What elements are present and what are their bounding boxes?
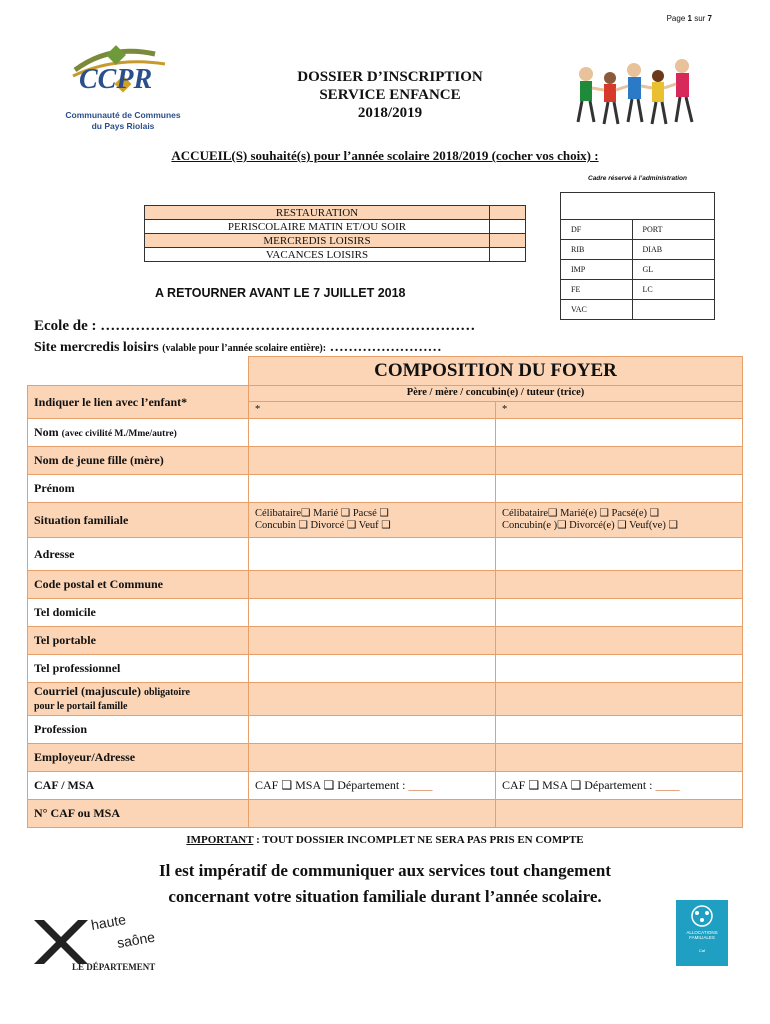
- choice-periscolaire: PERISCOLAIRE MATIN ET/OU SOIR: [145, 220, 490, 234]
- employeur-field-2[interactable]: [496, 744, 743, 772]
- num-caf-label: N° CAF ou MSA: [28, 800, 249, 828]
- situation-options-1[interactable]: Célibataire❑ Marié ❑ Pacsé ❑ Concubin ❑ Divorcé ❑ Veuf ❑: [249, 503, 496, 538]
- code-postal-field-2[interactable]: [496, 571, 743, 599]
- logo-line1: Communauté de Communes: [65, 110, 181, 120]
- accueil-choices-table: [144, 205, 526, 262]
- choice-checkbox[interactable]: [490, 234, 526, 248]
- employeur-field-1[interactable]: [249, 744, 496, 772]
- logo-name: CCPR: [79, 64, 153, 95]
- important-notice: IMPORTANT : TOUT DOSSIER INCOMPLET NE SERA PAS PRIS EN COMPTE: [186, 834, 584, 846]
- caf-options-1[interactable]: CAF ❑ MSA ❑ Département : ____: [249, 772, 496, 800]
- page-number: Page 1 sur 7: [666, 14, 712, 23]
- situation-label: Situation familiale: [28, 503, 249, 538]
- admin-table: DF PORT RIB DIAB IMP GL FE LC VAC: [560, 192, 715, 320]
- num-caf-field-1[interactable]: [249, 800, 496, 828]
- lien-field-2[interactable]: *: [496, 401, 743, 418]
- code-postal-label: Code postal et Commune: [28, 571, 249, 599]
- hs-line1: haute: [89, 911, 128, 933]
- tel-portable-label: Tel portable: [28, 627, 249, 655]
- adresse-field-1[interactable]: [249, 538, 496, 571]
- tel-portable-field-2[interactable]: [496, 627, 743, 655]
- caf-options-2[interactable]: CAF ❑ MSA ❑ Département : ____: [496, 772, 743, 800]
- imperatif-notice: Il est impératif de communiquer aux services tout changement concernant votre situation familiale durant l’année scolaire.: [158, 861, 612, 906]
- adresse-field-2[interactable]: [496, 538, 743, 571]
- choice-vacances: VACANCES LOISIRS: [145, 248, 490, 262]
- profession-field-1[interactable]: [249, 716, 496, 744]
- logo-line2: du Pays Riolais: [91, 121, 155, 131]
- document-title: DOSSIER D’INSCRIPTION SERVICE ENFANCE 2018/2019: [297, 69, 483, 121]
- nom-field-2[interactable]: [496, 419, 743, 447]
- choice-checkbox[interactable]: [490, 248, 526, 262]
- prenom-field-2[interactable]: [496, 475, 743, 503]
- num-caf-field-2[interactable]: [496, 800, 743, 828]
- tel-pro-field-1[interactable]: [249, 655, 496, 683]
- nom-jeune-fille-field-2[interactable]: [496, 447, 743, 475]
- tel-pro-field-2[interactable]: [496, 655, 743, 683]
- adresse-label: Adresse: [28, 538, 249, 571]
- code-postal-field-1[interactable]: [249, 571, 496, 599]
- parent-header: Père / mère / concubin(e) / tuteur (trice): [249, 386, 743, 402]
- ccpr-logo: [55, 42, 195, 142]
- choice-restauration: RESTAURATION: [145, 206, 490, 220]
- ecole-field[interactable]: Ecole de : …………………………………………………………………: [34, 318, 476, 334]
- courriel-label: Courriel (majuscule) obligatoire pour le portail famille: [28, 683, 249, 716]
- foyer-title: COMPOSITION DU FOYER: [249, 357, 743, 386]
- situation-options-2[interactable]: Célibataire❑ Marié(e) ❑ Pacsé(e) ❑ Concubin(e )❑ Divorcé(e) ❑ Veuf(ve) ❑: [496, 503, 743, 538]
- lien-field-1[interactable]: *: [249, 401, 496, 418]
- haute-saone-logo: [30, 906, 180, 976]
- tel-domicile-field-1[interactable]: [249, 599, 496, 627]
- choice-checkbox[interactable]: [490, 206, 526, 220]
- nom-jeune-fille-field-1[interactable]: [249, 447, 496, 475]
- accueil-heading: ACCUEIL(S) souhaité(s) pour l’année scolaire 2018/2019 (cocher vos choix) :: [171, 148, 599, 163]
- children-illustration: [572, 52, 702, 132]
- profession-field-2[interactable]: [496, 716, 743, 744]
- tel-portable-field-1[interactable]: [249, 627, 496, 655]
- choice-checkbox[interactable]: [490, 220, 526, 234]
- site-field[interactable]: Site mercredis loisirs (valable pour l’année scolaire entière): ……………………: [34, 340, 442, 355]
- tel-domicile-field-2[interactable]: [496, 599, 743, 627]
- choice-mercredis: MERCREDIS LOISIRS: [145, 234, 490, 248]
- prenom-label: Prénom: [28, 475, 249, 503]
- hs-dept: LE DÉPARTEMENT: [72, 962, 156, 972]
- courriel-field-1[interactable]: [249, 683, 496, 716]
- employeur-label: Employeur/Adresse: [28, 744, 249, 772]
- foyer-table: [27, 356, 743, 828]
- nom-label: Nom (avec civilité M./Mme/autre): [28, 419, 249, 447]
- lien-label: Indiquer le lien avec l’enfant*: [28, 386, 249, 419]
- profession-label: Profession: [28, 716, 249, 744]
- caf-msa-label: CAF / MSA: [28, 772, 249, 800]
- admin-label: Cadre réservé à l’administration: [588, 175, 687, 182]
- deadline-text: A RETOURNER AVANT LE 7 JUILLET 2018: [155, 286, 406, 300]
- caf-logo: ALLOCATIONS FAMILIALES Caf: [676, 900, 728, 966]
- prenom-field-1[interactable]: [249, 475, 496, 503]
- nom-jeune-fille-label: Nom de jeune fille (mère): [28, 447, 249, 475]
- courriel-field-2[interactable]: [496, 683, 743, 716]
- tel-domicile-label: Tel domicile: [28, 599, 249, 627]
- tel-pro-label: Tel professionnel: [28, 655, 249, 683]
- nom-field-1[interactable]: [249, 419, 496, 447]
- hs-line2: saône: [115, 928, 157, 951]
